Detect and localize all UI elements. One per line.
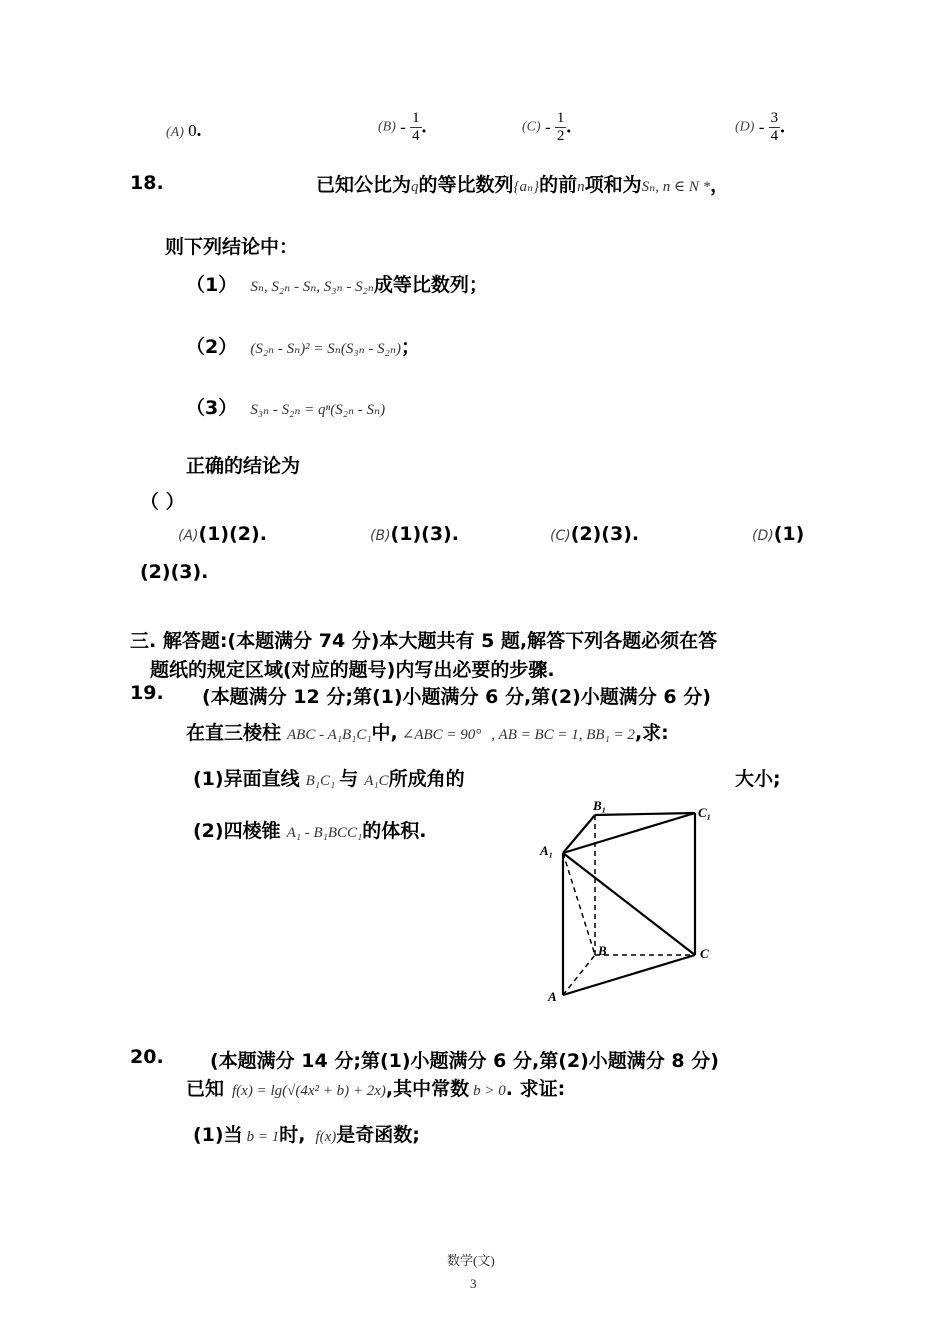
- label-a: A: [548, 989, 557, 1004]
- edge-a1-b-hidden: [563, 853, 595, 955]
- q19-part-2: (2)四棱锥 A₁ - B₁BCC₁的体积.: [193, 820, 427, 842]
- q18-item-2: （2） (S₂ₙ - Sₙ)² = Sₙ(S₃ₙ - S₂ₙ)；: [186, 336, 420, 358]
- q18-item-3: （3） S₃ₙ - S₂ₙ = qⁿ(S₂ₙ - Sₙ): [186, 397, 386, 419]
- q18-answer-paren: （ ）: [140, 491, 185, 513]
- q20-score: (本题满分 14 分;第(1)小题满分 6 分,第(2)小题满分 8 分): [210, 1050, 719, 1072]
- q17-option-c: (C) - $\frac{1}{2}$ .: [522, 110, 572, 144]
- q18-stem: 已知公比为q的等比数列{aₙ}的前n项和为Sₙ, n ∈ N *，: [316, 174, 730, 196]
- q17-option-d: (D) - $\frac{3}{4}$ .: [735, 110, 785, 144]
- q18-choice-d-wrap: (2)(3).: [140, 561, 209, 583]
- q19-part-1-end: 大小;: [735, 768, 781, 790]
- edge-a-c: [563, 955, 695, 995]
- edge-a1-c1: [563, 813, 695, 853]
- q18-conclusion: 正确的结论为: [186, 455, 301, 477]
- edge-a1-c: [563, 853, 695, 955]
- q17-option-a: (A) 0.: [166, 120, 202, 141]
- label-c: C: [700, 946, 709, 961]
- q20-number: 20.: [130, 1046, 164, 1068]
- q19-stem: 在直三棱柱 ABC - A₁B₁C₁中, ∠ABC = 90° , AB = BC = 1, BB₁ = 2,求:: [186, 722, 669, 744]
- q18-choice-d: (D)(1): [752, 523, 805, 545]
- label-a1: A₁: [540, 843, 554, 858]
- q20-stem: 已知 f(x) = lg(√(4x² + b) + 2x),其中常数 b > 0. 求证:: [186, 1078, 566, 1100]
- footer-subject: 数学(文): [447, 1253, 495, 1268]
- label-b: B: [598, 943, 607, 958]
- edge-a-b-hidden: [563, 955, 595, 995]
- footer-page-number: 3: [470, 1276, 477, 1291]
- q19-score: (本题满分 12 分;第(1)小题满分 6 分,第(2)小题满分 6 分): [202, 686, 711, 708]
- q18-number: 18.: [130, 172, 164, 194]
- prism-figure: [530, 795, 730, 1010]
- section3-heading-cont: 题纸的规定区域(对应的题号)内写出必要的步骤.: [150, 659, 555, 681]
- q18-choice-b: (B)(1)(3).: [370, 523, 459, 545]
- q19-part-1: (1)异面直线 B₁C₁ 与 A₁C所成角的: [193, 768, 465, 790]
- q18-choice-a: (A)(1)(2).: [178, 523, 267, 545]
- label-c1: C₁: [698, 805, 712, 820]
- q19-number: 19.: [130, 682, 164, 704]
- edge-b1-c1: [595, 813, 695, 815]
- q18-choice-c: (C)(2)(3).: [550, 523, 640, 545]
- label-b1: B₁: [593, 798, 607, 813]
- q18-intro: 则下列结论中：: [165, 236, 299, 258]
- q17-option-b: (B) - $\frac{1}{4}$ .: [378, 110, 427, 144]
- section3-heading: 三. 解答题:(本题满分 74 分)本大题共有 5 题,解答下列各题必须在答: [130, 630, 718, 652]
- q20-part-1: (1)当 b = 1时, f(x)是奇函数;: [193, 1124, 420, 1146]
- q18-item-1: （1） Sₙ, S₂ₙ - Sₙ, S₃ₙ - S₂ₙ成等比数列；: [186, 274, 488, 296]
